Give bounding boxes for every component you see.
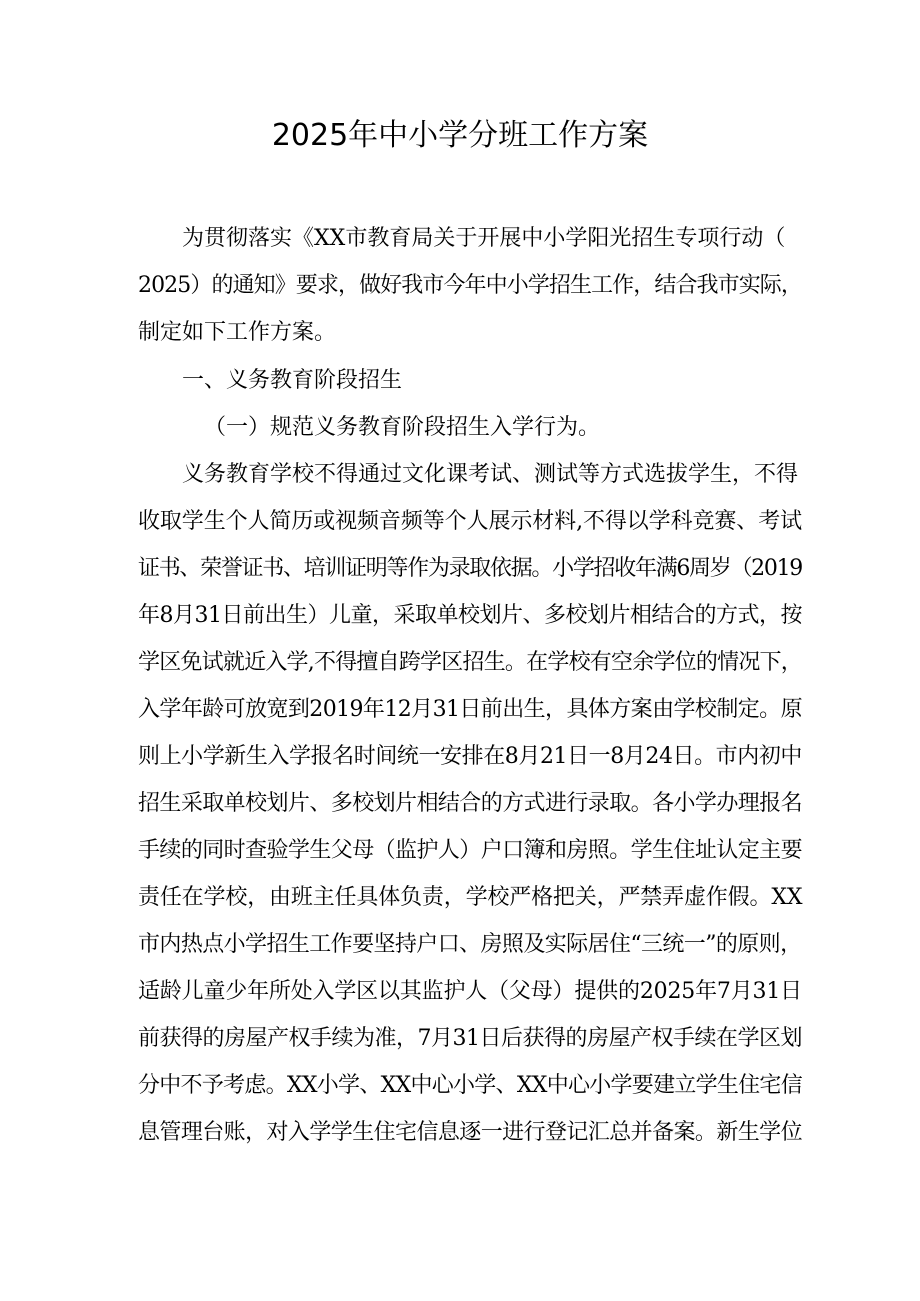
- main-line: 责任在学校，由班主任具体负责，学校严格把关，严禁弄虚作假。XX: [138, 885, 803, 910]
- main-line: 适龄儿童少年所处入学区以其监护人（父母）提供的2025年7月31日: [138, 979, 802, 1004]
- main-line: 入学年龄可放宽到2019年12月31日前出生，具体方案由学校制定。原: [138, 697, 802, 722]
- main-line: 学区免试就近入学,不得擅自跨学区招生。在学校有空余学位的情况下，: [138, 650, 802, 675]
- intro-line: 2025）的通知》要求，做好我市今年中小学招生工作，结合我市实际，: [138, 273, 802, 298]
- main-line: 义务教育学校不得通过文化课考试、测试等方式选拔学生，不得: [182, 462, 799, 487]
- subsection-heading: [138, 404, 802, 451]
- main-line: 证书、荣誉证书、培训证明等作为录取依据。小学招收年满6周岁（2019: [138, 556, 802, 581]
- subsection-heading-text: （一）规范义务教育阶段招生入学行为。: [204, 415, 601, 440]
- section-heading: [138, 357, 802, 404]
- section-heading-text: 一、义务教育阶段招生: [182, 368, 403, 393]
- main-line: 年8月31日前出生）儿童，采取单校划片、多校划片相结合的方式，按: [138, 603, 802, 628]
- intro-line: 为贯彻落实《XX市教育局关于开展中小学阳光招生专项行动（: [182, 226, 786, 251]
- main-line: 招生采取单校划片、多校划片相结合的方式进行录取。各小学办理报名: [138, 791, 803, 816]
- document-title: 2025年中小学分班工作方案: [271, 118, 649, 153]
- main-line: 息管理台账，对入学学生住宅信息逐一进行登记汇总并备案。新生学位: [138, 1120, 803, 1145]
- main-line: 市内热点小学招生工作要坚持户口、房照及实际居住“三统一”的原则，: [138, 932, 802, 957]
- intro-line: 制定如下工作方案。: [138, 320, 337, 345]
- main-line: 手续的同时查验学生父母（监护人）户口簿和房照。学生住址认定主要: [138, 838, 803, 863]
- main-line: 分中不予考虑。XX小学、XX中心小学、XX中心小学要建立学生住宅信: [138, 1073, 802, 1098]
- main-line: 收取学生个人简历或视频音频等个人展示材料,不得以学科竞赛、考试: [138, 509, 802, 534]
- main-line: 前获得的房屋产权手续为准，7月31日后获得的房屋产权手续在学区划: [138, 1026, 802, 1051]
- intro-paragraph: [138, 215, 802, 356]
- main-line: 则上小学新生入学报名时间统一安排在8月21日一8月24日。市内初中: [138, 744, 802, 769]
- main-paragraph: [138, 451, 802, 1156]
